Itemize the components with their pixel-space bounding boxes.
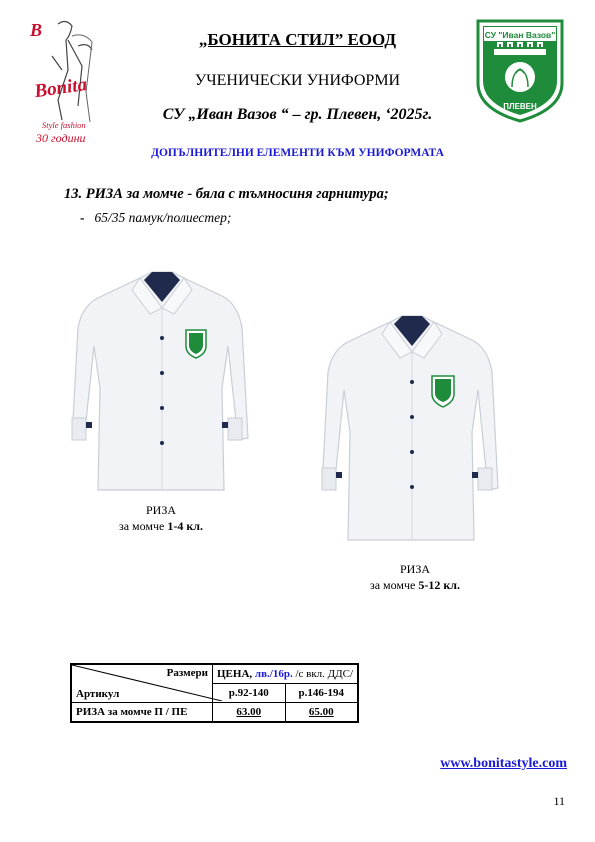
price-table [70,663,359,723]
price-cell: 63.00 [213,703,286,723]
section-heading: ДОПЪЛНИТЕЛНИ ЕЛЕМЕНТИ КЪМ УНИФОРМАТА [151,147,444,159]
size-header: Размери [166,667,208,679]
svg-text:B: B [30,20,43,40]
bonita-years: 30 години [36,131,86,145]
article-header: Артикул [76,688,120,700]
crest-top-text: СУ "Иван Вазов" [484,30,556,40]
crest-bottom-text: ПЛЕВЕН [503,102,537,111]
document-subtitle: УЧЕНИЧЕСКИ УНИФОРМИ [194,72,401,89]
school-line: СУ „Иван Вазов “ – гр. Плевен, ‘2025г. [162,106,433,123]
item-bullet-text: 65/35 памук/полиестер; [94,210,232,225]
table-row [71,703,358,723]
size-col-1: р.92-140 [213,684,286,703]
price-cell: 65.00 [285,703,358,723]
company-name: „БОНИТА СТИЛ” ЕООД [198,30,397,49]
caption-desc: за момче 5-12 кл. [369,578,461,592]
shirt-image-small [62,268,252,496]
page-number: 11 [553,794,565,808]
bonita-tagline: Style fashion [42,120,86,130]
website-link[interactable]: www.bonitastyle.com [440,756,567,771]
item-title: 13. РИЗА за момче - бяла с тъмносиня гарнитура; [64,186,389,202]
size-col-2: р.146-194 [285,684,358,703]
caption-shirt-large [345,561,485,593]
price-header: ЦЕНА, лв./16р. /с вкл. ДДС/ [213,664,359,684]
item-bullet [80,210,231,226]
shirt-image-large [312,312,502,546]
caption-name: РИЗА [399,562,431,576]
caption-desc: за момче 1-4 кл. [118,519,204,533]
bullet-dash: - [80,210,85,225]
header-diagonal-cell [71,664,213,703]
bonita-brand-text: Bonita [33,74,89,103]
caption-shirt-small [96,502,226,534]
article-cell: РИЗА за момче П / ПЕ [71,703,213,723]
caption-name: РИЗА [145,503,177,517]
